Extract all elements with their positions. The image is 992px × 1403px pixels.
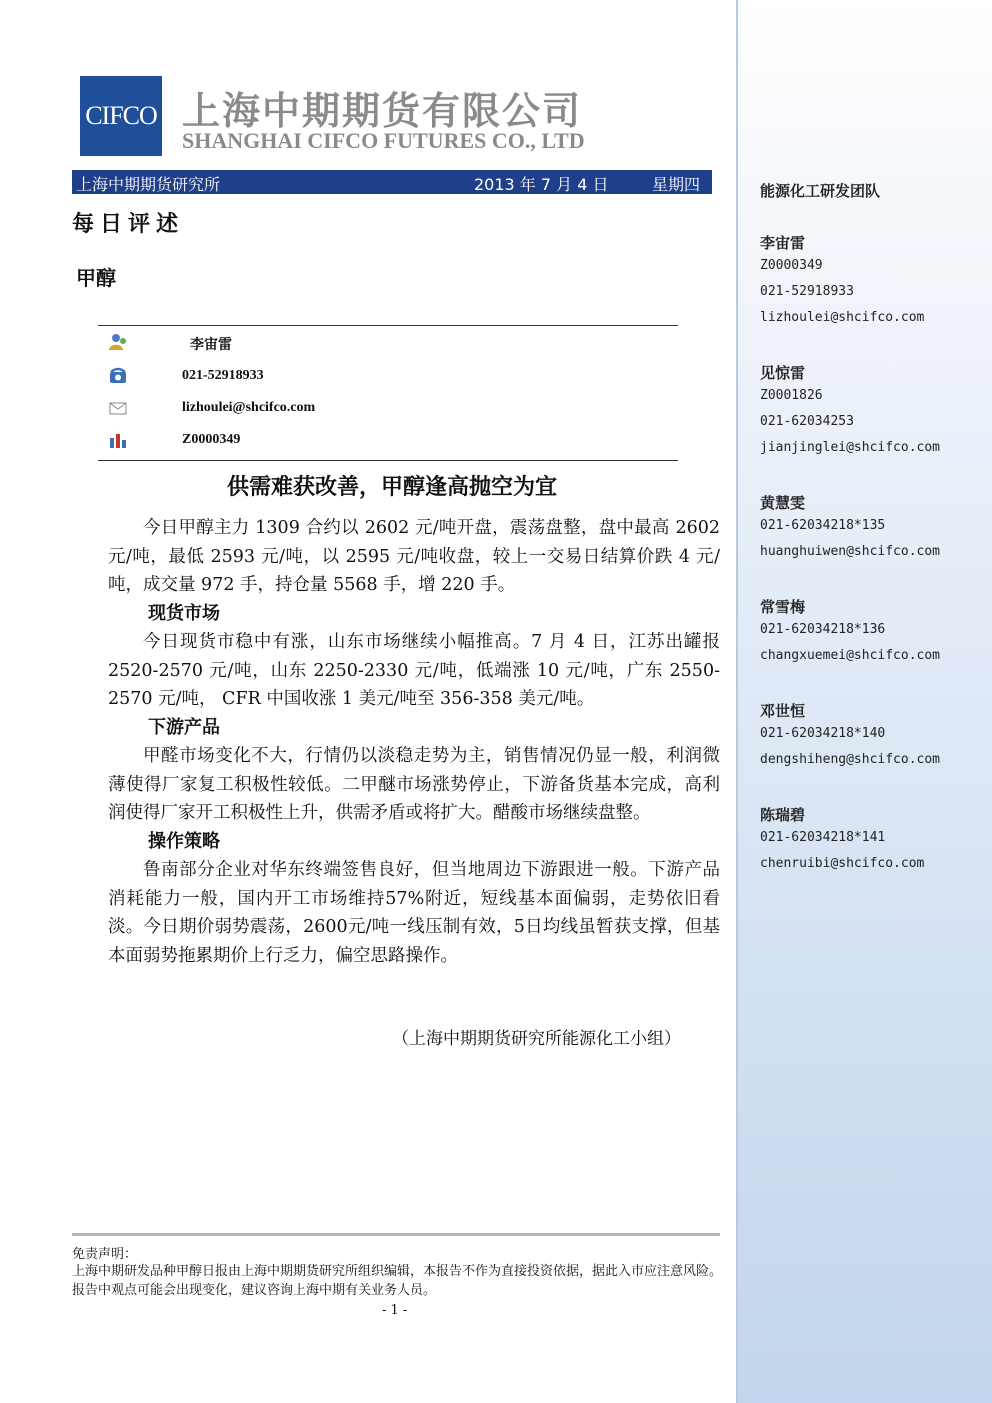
strategy-paragraph: 鲁南部分企业对华东终端签售良好，但当地周边下游跟进一般。下游产品消耗能力一般，国内开工市场维持57%附近，短线基本面偏弱，走势依旧看淡。今日期价弱势震荡，2600元/吨一线压制有效，5日均线虽暂获支撑，但基本面弱势拖累期价上行乏力，偏空思路操作。	[108, 860, 720, 966]
author-name: 李宙雷	[190, 337, 232, 353]
spot-paragraph: 今日现货市稳中有涨，山东市场继续小幅推高。7 月 4 日，江苏出罐报 2520-2570 元/吨，山东 2250-2330 元/吨，低端涨 10 元/吨，广东 2550-2570 元/吨， CFR 中国收涨 1 美元/吨至 356-358 美元/吨。	[108, 632, 720, 709]
author-license: Z0000349	[182, 432, 241, 447]
author-info	[98, 325, 678, 461]
contact-email: dengshiheng@shcifco.com	[760, 752, 941, 767]
team-title: 能源化工研发团队	[760, 182, 881, 200]
team-contact	[760, 492, 940, 570]
bar-chart-icon	[108, 430, 128, 450]
strategy-heading: 操作策略	[148, 830, 220, 852]
report-headline: 供需难获改善，甲醇逢高抛空为宜	[226, 475, 557, 500]
company-logo	[80, 76, 162, 156]
header-bar	[72, 170, 712, 194]
author-license-row	[98, 430, 498, 454]
report-date: 2013 年 7 月 4 日	[474, 175, 609, 194]
team-contact	[760, 804, 924, 882]
team-contact	[760, 596, 940, 674]
contact-name: 李宙雷	[760, 234, 806, 252]
contact-phone: 021-62034253	[760, 414, 854, 429]
downstream-heading: 下游产品	[148, 716, 220, 738]
author-name-row	[98, 332, 498, 356]
contact-email: lizhoulei@shcifco.com	[760, 310, 925, 325]
team-contact	[760, 700, 940, 778]
footer-divider	[72, 1233, 720, 1236]
section-title: 每日评述	[72, 211, 185, 237]
person-icon	[108, 332, 128, 352]
institute-name: 上海中期期货研究所	[76, 175, 221, 194]
contact-phone: 021-62034218*136	[760, 622, 886, 637]
logo-text: CIFCO	[85, 101, 157, 130]
contact-name: 常雪梅	[760, 598, 806, 616]
company-name-cn: 上海中期期货有限公司	[182, 89, 583, 133]
contact-phone: 021-62034218*135	[760, 518, 886, 533]
author-email: lizhoulei@shcifco.com	[182, 400, 316, 415]
author-phone-row	[98, 366, 498, 390]
contact-email: chenruibi@shcifco.com	[760, 856, 925, 871]
intro-paragraph: 今日甲醇主力 1309 合约以 2602 元/吨开盘，震荡盘整，盘中最高 2602 元/吨，最低 2593 元/吨，以 2595 元/吨收盘，较上一交易日结算价跌 4 元/吨，成交量 972 手，持仓量 5568 手，增 220 手。	[108, 518, 720, 595]
report-source: （上海中期期货研究所能源化工小组）	[392, 1029, 681, 1049]
report-body	[108, 514, 720, 970]
team-contact	[760, 232, 924, 336]
contact-license: Z0000349	[760, 258, 823, 273]
email-icon	[108, 398, 128, 418]
contact-name: 邓世恒	[760, 702, 806, 720]
product-name: 甲醇	[76, 266, 116, 290]
contact-license: Z0001826	[760, 388, 823, 403]
contact-email: jianjinglei@shcifco.com	[760, 440, 941, 455]
page-number: - 1 -	[382, 1303, 408, 1318]
team-sidebar	[736, 0, 992, 1403]
spot-heading: 现货市场	[148, 602, 220, 624]
contact-phone: 021-62034218*141	[760, 830, 886, 845]
company-name-en: SHANGHAI CIFCO FUTURES CO., LTD	[182, 128, 585, 153]
disclaimer-text: 上海中期研发品种甲醇日报由上海中期期货研究所组织编辑，本报告不作为直接投资依据，据此入市应注意风险。报告中观点可能会出现变化，建议咨询上海中期有关业务人员。	[72, 1264, 723, 1298]
contact-email: huanghuiwen@shcifco.com	[760, 544, 941, 559]
contact-phone: 021-52918933	[760, 284, 854, 299]
author-phone: 021-52918933	[182, 368, 264, 383]
phone-icon	[108, 366, 128, 386]
report-weekday: 星期四	[652, 175, 701, 194]
downstream-paragraph: 甲醛市场变化不大，行情仍以淡稳走势为主，销售情况仍显一般，利润微薄使得厂家复工积极性较低。二甲醚市场涨势停止，下游备货基本完成，高利润使得厂家开工积极性上升，供需矛盾或将扩大。醋酸市场继续盘整。	[108, 746, 720, 823]
team-contact	[760, 362, 940, 466]
contact-email: changxuemei@shcifco.com	[760, 648, 941, 663]
contact-name: 黄慧雯	[760, 494, 806, 512]
disclaimer-label: 免责声明：	[72, 1247, 138, 1262]
contact-name: 见惊雷	[760, 364, 806, 382]
author-email-row	[98, 398, 498, 422]
contact-name: 陈瑞碧	[760, 806, 806, 824]
contact-phone: 021-62034218*140	[760, 726, 886, 741]
